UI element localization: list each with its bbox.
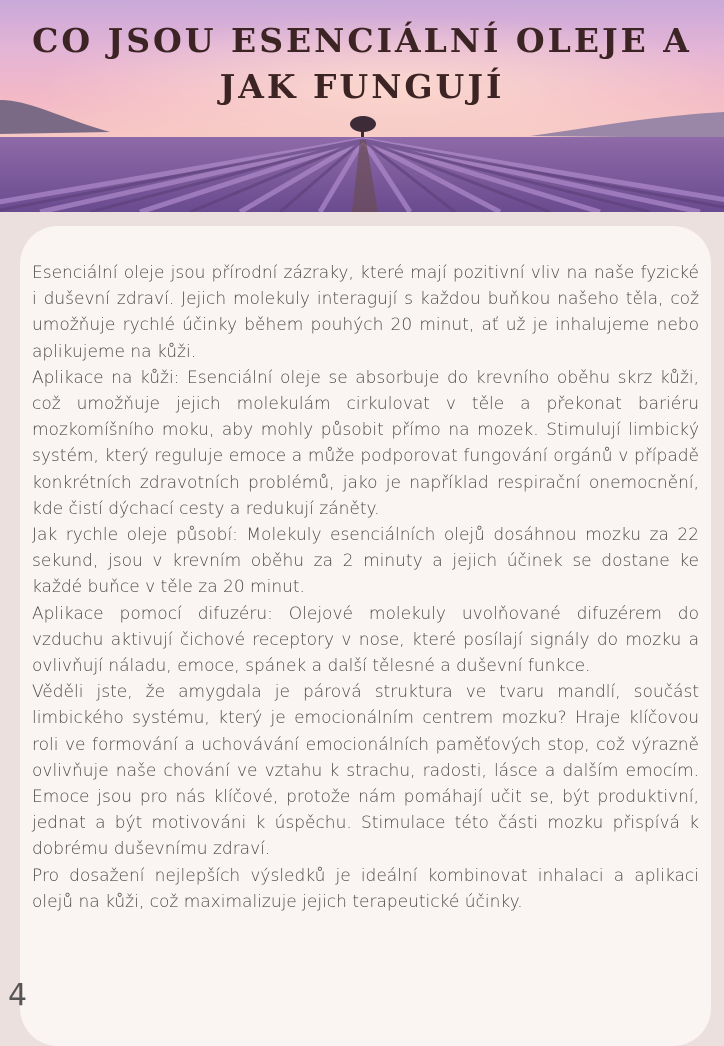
page-title: [0, 18, 724, 110]
title-line-2: JAK FUNGUJÍ: [219, 67, 505, 106]
title-line-1: CO JSOU ESENCIÁLNÍ OLEJE A: [32, 21, 692, 60]
article-body: [32, 260, 699, 915]
paragraph-intro: Esenciální oleje jsou přírodní zázraky, které mají pozitivní vliv na naše fyzické i duševní zdraví. Jejich molekuly interagují s každou buňkou našeho těla, což umožňuje rychlé účinky během pouhých 20 minut, ať už je inhalujeme nebo aplikujeme na kůži.: [32, 263, 699, 362]
header-banner: [0, 0, 724, 212]
page-number: 4: [8, 978, 28, 1013]
paragraph-conclusion: Pro dosažení nejlepších výsledků je ideální kombinovat inhalaci a aplikaci olejů na kůži, což maximalizuje jejich terapeutické účinky.: [32, 865, 699, 912]
paragraph-amygdala: Věděli jste, že amygdala je párová struktura ve tvaru mandlí, součást limbického systému, který je emocionálním centrem mozku? Hraje klíčovou roli ve formování a uchovávání emocionálních paměťových stop, což výrazně ovlivňuje naše chování ve vztahu k strachu, radosti, lásce a dalším emocím. Emoce jsou pro nás klíčové, protože nám pomáhají učit se, být produktivní, jednat a být motivováni k úspěchu. Stimulace této části mozku přispívá k dobrému duševnímu zdraví.: [32, 682, 699, 860]
paragraph-diffuser: Aplikace pomocí difuzéru: Olejové molekuly uvolňované difuzérem do vzduchu aktivují čichové receptory v nose, které posílají signály do mozku a ovlivňují náladu, emoce, spánek a další tělesné a duševní funkce.: [32, 603, 699, 677]
paragraph-skin-application: Aplikace na kůži: Esenciální oleje se absorbuje do krevního oběhu skrz kůži, což umožňuje jejich molekulám cirkulovat v těle a překonat bariéru mozkomíšního moku, aby mohly působit přímo na mozek. Stimulují limbický systém, který reguluje emoce a může podporovat fungování orgánů v případě konkrétních zdravotních problémů, jako je například respirační onemocnění, kde čistí dýchací cesty a redukují záněty.: [32, 367, 699, 519]
paragraph-speed: Jak rychle oleje působí: Molekuly esenciálních olejů dosáhnou mozku za 22 sekund, jsou v krevním oběhu za 2 minuty a jejich účinek se dostane ke každé buňce v těle za 20 minut.: [32, 525, 699, 598]
